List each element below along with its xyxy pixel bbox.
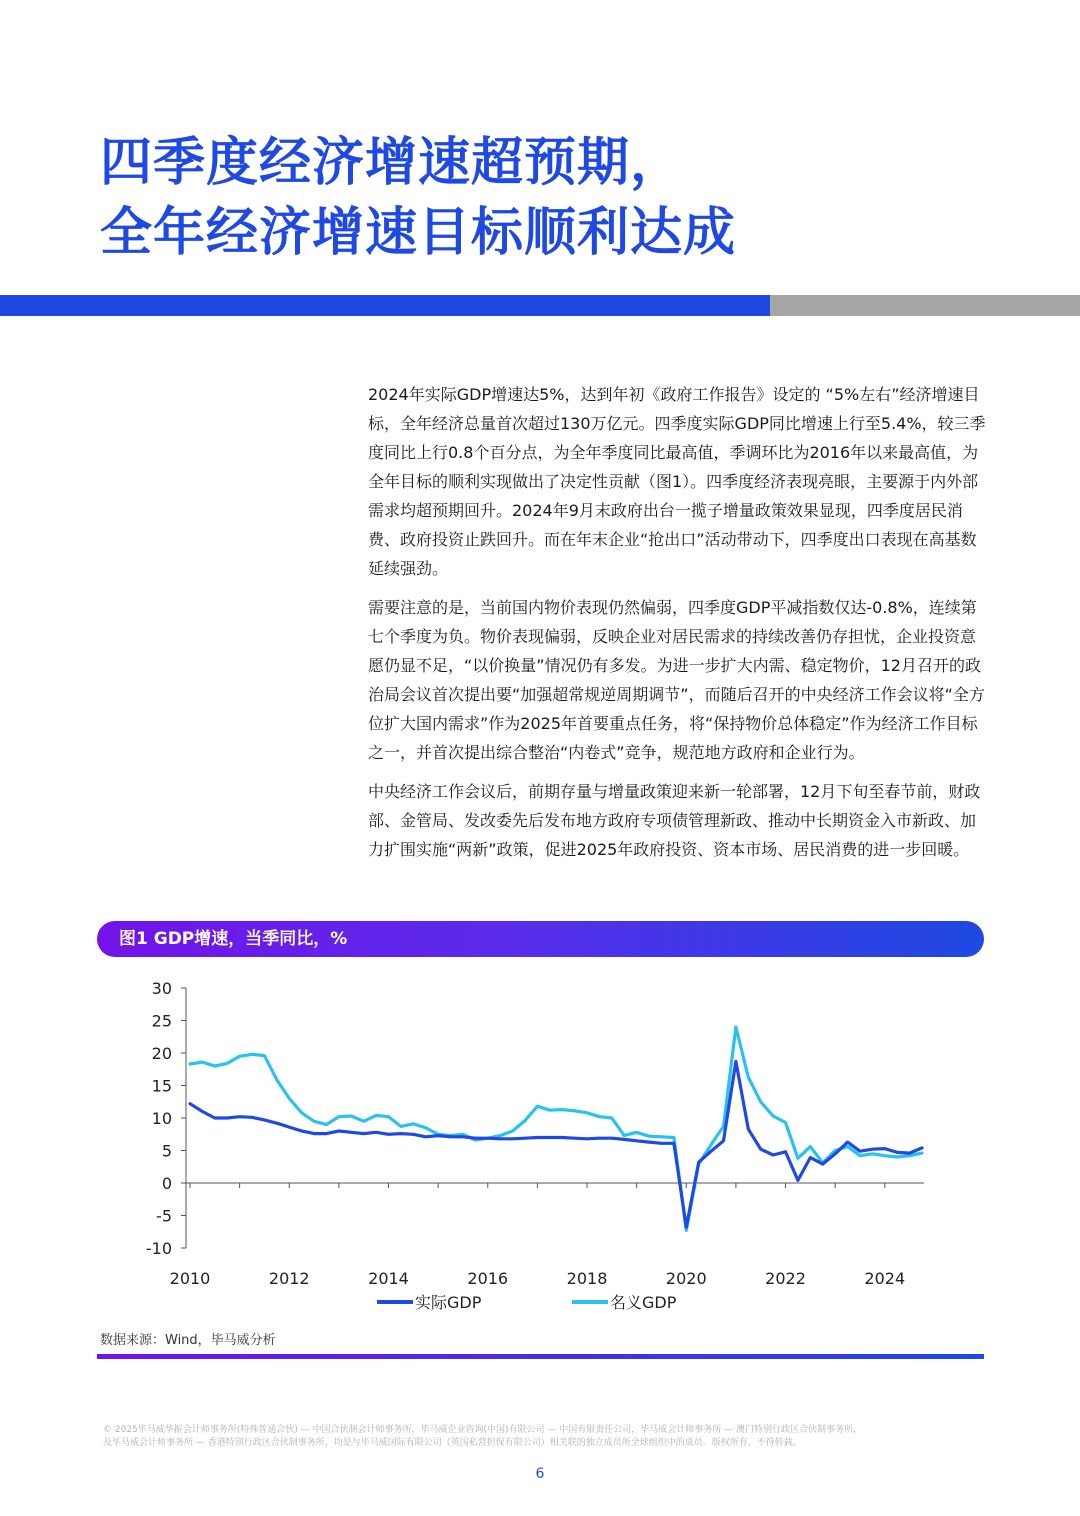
y-tick-label: 10 — [151, 1109, 172, 1128]
legend-label: 实际GDP — [415, 1293, 482, 1312]
x-tick-label: 2012 — [268, 1269, 310, 1288]
page-title — [100, 128, 736, 268]
x-tick-label: 2016 — [467, 1269, 509, 1288]
title-line-2: 全年经济增速目标顺利达成 — [100, 203, 737, 263]
chart-legend — [377, 1293, 677, 1312]
legal-line-2: 及毕马威会计师事务所 — 香港特别行政区合伙制事务所，均是与毕马威国际有限公司（英国私营担保有限公司）相关联的独立成员所全球组织中的成员。版权所有，不得转载。 — [103, 1438, 802, 1448]
y-tick-label: -10 — [145, 1239, 172, 1258]
paragraph-1: 2024年实际GDP增速达5%，达到年初《政府工作报告》设定的 “5%左右”经济增速目标，全年经济总量首次超过130万亿元。四季度实际GDP同比增速上行至5.4%，较三季度同比上行0.8个百分点，为全年季度同比最高值，季调环比为2016年以来最高值，为全年目标的顺利实现做出了决定性贡献（图1）。四季度经济表现亮眼，主要源于内外部需求均超预期回升。2024年9月末政府出台一揽子增量政策效果显现，四季度居民消费、政府投资止跌回升。而在年末企业“抢出口”活动带动下，四季度出口表现在高基数延续强劲。 — [368, 385, 986, 578]
figure-bottom-rule — [97, 1354, 984, 1359]
paragraph-2: 需要注意的是，当前国内物价表现仍然偏弱，四季度GDP平减指数仅达-0.8%，连续第七个季度为负。物价表现偏弱，反映企业对居民需求的持续改善仍存担忧，企业投资意愿仍显不足，“以价换量”情况仍有多发。为进一步扩大内需、稳定物价，12月召开的政治局会议首次提出要“加强超常规逆周期调节”，而随后召开的中央经济工作会议将“全方位扩大国内需求”作为2025年首要重点任务，将“保持物价总体稳定”作为经济工作目标之一，并首次提出综合整治“内卷式”竞争，规范地方政府和企业行为。 — [368, 598, 985, 762]
x-axis — [170, 1183, 924, 1288]
x-tick-label: 2014 — [368, 1269, 409, 1288]
figure-title: 图1 GDP增速，当季同比，% — [119, 929, 348, 949]
x-tick-label: 2024 — [864, 1269, 906, 1288]
title-band-blue — [0, 295, 770, 316]
legend-label: 名义GDP — [610, 1293, 677, 1312]
legal-line-1: © 2025毕马威华振会计师事务所(特殊普通合伙) — 中国合伙制会计师事务所，毕马威企业咨询(中国)有限公司 — 中国有限责任公司，毕马威会计师事务所 — 澳门特别行政区合伙制事务所， — [103, 1425, 862, 1435]
y-tick-label: 15 — [151, 1076, 172, 1096]
y-tick-label: 25 — [151, 1011, 172, 1031]
y-tick-label: 5 — [161, 1141, 172, 1161]
series-layer — [190, 1027, 922, 1230]
page-number: 6 — [535, 1466, 545, 1482]
figure-title-bar — [97, 921, 984, 957]
figure-source: 数据来源：Wind，毕马威分析 — [100, 1333, 276, 1348]
gdp-line-chart — [97, 970, 984, 1320]
y-tick-label: 20 — [151, 1044, 172, 1063]
title-band-gray — [770, 295, 1080, 316]
y-tick-label: -5 — [156, 1206, 172, 1226]
x-tick-label: 2010 — [169, 1269, 211, 1288]
title-line-1: 四季度经济增速超预期， — [100, 133, 684, 193]
series-line-real-gdp — [190, 1061, 922, 1227]
x-tick-label: 2018 — [566, 1269, 608, 1288]
x-tick-label: 2020 — [665, 1269, 707, 1288]
x-tick-label: 2022 — [765, 1269, 806, 1288]
y-tick-label: 0 — [161, 1174, 172, 1193]
body-text — [368, 380, 988, 874]
y-tick-label: 30 — [151, 979, 172, 998]
legal-notice — [103, 1424, 988, 1450]
series-line-nominal-gdp — [190, 1027, 922, 1230]
paragraph-3: 中央经济工作会议后，前期存量与增量政策迎来新一轮部署，12月下旬至春节前，财政部、金管局、发改委先后发布地方政府专项债管理新政、推动中长期资金入市新政、加力扩围实施“两新”政策，促进2025年政府投资、资本市场、居民消费的进一步回暖。 — [368, 782, 981, 859]
y-axis — [146, 979, 186, 1258]
